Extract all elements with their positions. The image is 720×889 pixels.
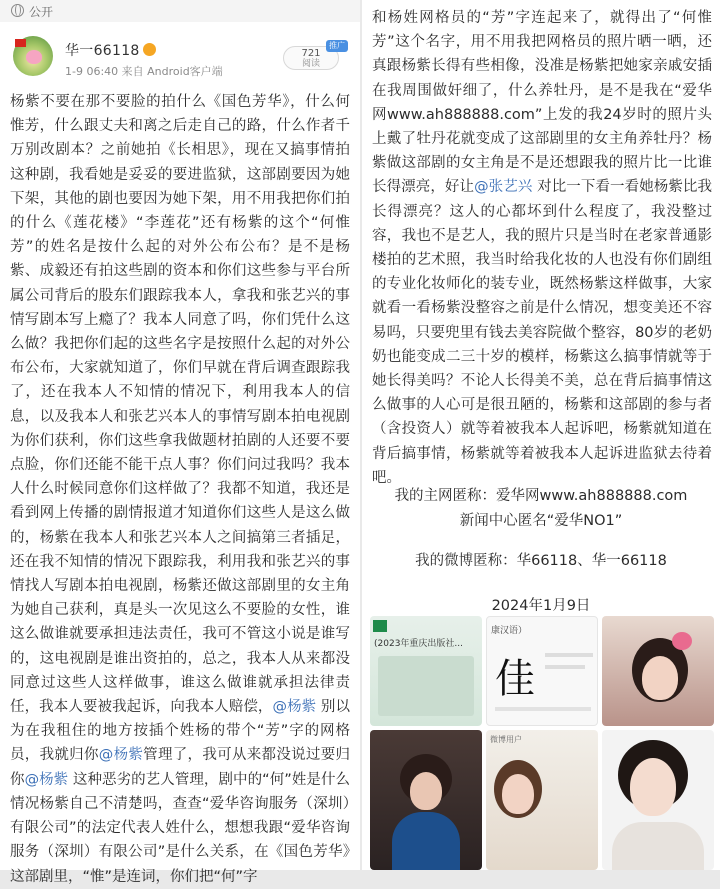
mention-link[interactable]: @张艺兴 [474,179,533,196]
portrait-face [410,772,442,810]
thumb-2-line [495,707,591,711]
username[interactable] [65,40,156,60]
thumb-2-glyph: 佳 [495,656,535,702]
mention-link[interactable]: @杨紫 [98,747,144,764]
body-text-segment: 管理了，我可从来都没说过要归你 [10,747,351,788]
body-text-segment: 别以为在我租住的地方按插个姓杨的带个“芳”字的网格员，我就归你 [10,699,351,764]
visibility-label: 公开 [29,5,54,19]
main-site-line: 我的主网匿称：爱华网www.ah888888.com [394,488,688,504]
post-body-right [372,6,712,490]
peony-icon [672,632,692,650]
image-thumb-3[interactable] [602,616,714,726]
promote-button[interactable]: 推广 [326,40,348,52]
portrait-face [642,656,678,700]
mention-link[interactable]: @杨紫 [24,771,69,788]
weibo-line: 我的微博匿称：华66118、华一66118 [415,553,667,569]
portrait-face [502,774,534,814]
image-thumb-1[interactable] [370,616,482,726]
avatar[interactable] [13,36,53,76]
globe-icon [11,4,24,17]
image-thumb-2[interactable] [486,616,598,726]
body-text-segment: 对比一下看一看她杨紫比我长得漂亮？这人的心都坏到什么程度了，我没整过容，我也不是艺人，我的照片只是当时在老家普通影楼拍的艺术照，我当时给我化妆的人也没有你们剧组的专业化妆师化的装专业，既然杨紫这样做事，大家就看一看杨紫没整容之前是什么情况，想变美还不容易吗，只要兜里有钱去美容院做个整容，80岁的老奶奶也能变成二三十岁的模样，杨紫这么搞事情就等于她长得美吗？不论人长得美不美，总在背后搞事情这么做事的人心可是很丑陋的，杨紫和这部剧的参与者（含投资人）就等着被我本人起诉吧，杨紫就知道在背后搞事情，杨紫就等着被我本人起诉进监狱去待着吧。 [372,179,713,486]
post-left-column [0,22,360,885]
post-meta: 1-9 06:40 来自 Android客户端 [65,65,223,78]
thumb-2-line [545,653,593,657]
portrait-dress [612,822,704,870]
body-text-segment: 这种恶劣的艺人管理，剧中的“何”姓是什么情况杨紫自己不清楚吗，查查“爱华咨询服务（深圳）有限公司”的法定代表人姓什么，想想我跟“爱华咨询服务（深圳）有限公司”是什么关系，在《国色芳华》这部剧里，“惟”是连词，你们把“何”字 [10,771,350,885]
news-center-line: 新闻中心匿名“爱华NO1” [459,513,623,529]
post-date: 2024年1月9日 [491,598,591,614]
thumb-1-content [378,656,474,716]
image-thumb-4[interactable] [370,730,482,870]
thumb-2-caption: 康汉语） [491,626,528,636]
thumb-2-line [545,665,585,669]
thumb-1-caption: (2023年重庆出版社... [374,639,463,649]
views-label: 阅读 [301,59,320,69]
username-text[interactable]: 华一66118 [65,43,140,59]
visibility-bar [0,0,360,22]
portrait-face [630,758,676,816]
portrait-dress [392,812,460,870]
post-right-column [362,0,720,870]
image-grid [370,612,715,870]
flower-icon [26,50,42,64]
book-icon [373,620,387,632]
mention-link[interactable]: @杨紫 [272,699,317,716]
image-thumb-6[interactable] [602,730,714,870]
post-body-left [10,90,350,889]
flag-icon [15,39,26,47]
body-text-segment: 杨紫不要在那不要脸的拍什么《国色芳华》，什么何惟芳，什么跟丈夫和离之后走自己的路，什么作者千万别改剧本？之前她拍《长相思》，现在又搞事情拍这种剧，我看她是妥妥的要进监狱，这部剧要因为她下架，其他的剧也要因为她下架，用不用我把你们拍的什么《莲花楼》“李莲花”还有杨紫的这个“何惟芳”的姓名是按什么起的对外公布公布？是不是杨紫、成毅还有拍这些剧的资本和你们这些参与平台所属公司背后的股东们跟踪我本人，拿我和张艺兴的事情写剧本写上瘾了？我本人同意了吗，你们凭什么这么做？我把你们起的这些名字是按照什么起的对外公布公布，大家就知道了，你们早就在背后调查跟踪我了，还在我本人不知情的情况下，利用我本人的信息，以及我本人和张艺兴本人的事情写剧本拍电视剧为你们获利，你们这些拿我做题材拍剧的人还要不要点脸，你们还能不能干点人事？你们问过我吗？我本人什么时候同意你们这样做了？我都不知道，我还是看到网上传播的剧情报道才知道你们这些人是这么做的，杨紫在我本人和张艺兴本人之间搞第三者插足，还在我不知情的情况下跟踪我，利用我和张艺兴的事情找人写剧本拍电视剧，杨紫还做这部剧里的女主角为她自己获利，真是头一次见这么不要脸的女性，谁这么做谁就要承担违法责任，我可不管这小说是谁写的，这电视剧是谁出资拍的，总之，我本人从来都没同意过这些人这样做事，谁这么做谁就承担法律责任，我本人要被我起诉，向我本人赔偿， [10,94,350,716]
views-count: 721 [301,48,321,59]
level-badge-icon [143,43,156,56]
body-text-segment: 和杨姓网格员的“芳”字连起来了，就得出了“何惟芳”这个名字，用不用我把网格员的照片晒一晒，还真跟杨紫长得有些相像，没准是杨紫把她家亲戚安插在我周围做奸细了，什么养牡丹，是不是我在“爱华网www.ah888888.com”上发的我24岁时的照片头上戴了牡丹花就变成了这部剧里的女主角养牡丹？杨紫做这部剧的女主角是不是还想跟我的照片比一比谁长得漂亮，好让 [372,10,712,196]
thumb-5-caption: 微博用户 [490,735,522,744]
image-thumb-5[interactable] [486,730,598,870]
